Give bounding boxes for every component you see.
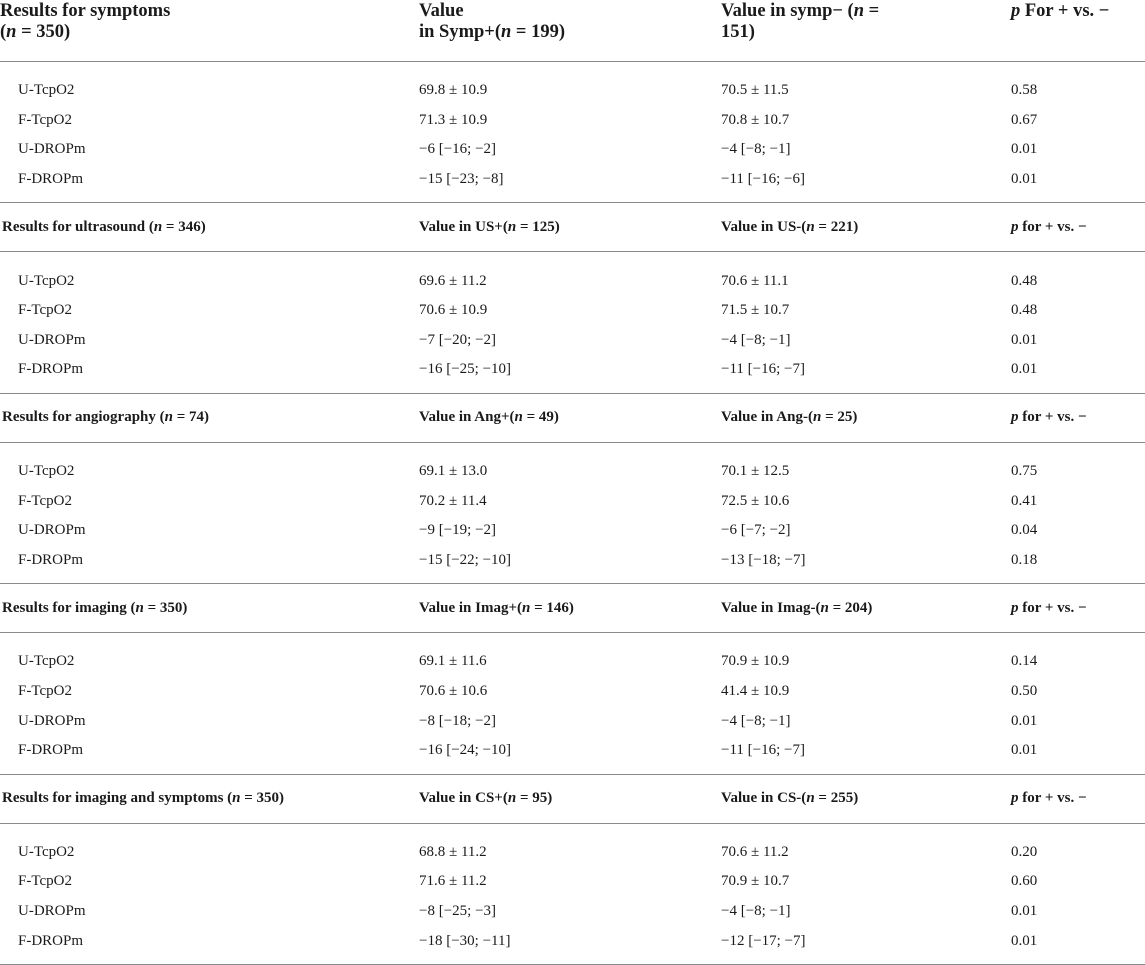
- row-label: U-TcpO2: [18, 463, 75, 480]
- p-value: 0.04: [1011, 522, 1038, 539]
- value-positive: 70.6 ± 10.6: [419, 683, 488, 700]
- value-negative: 70.5 ± 11.5: [721, 82, 789, 99]
- table-row: [0, 106, 1145, 136]
- value-positive: −16 [−24; −10]: [419, 742, 512, 759]
- row-label: U-TcpO2: [18, 272, 75, 289]
- value-negative: −6 [−7; −2]: [721, 522, 791, 539]
- p-value: 0.14: [1011, 653, 1038, 670]
- value-positive: 69.1 ± 13.0: [419, 463, 488, 480]
- value-negative: −13 [−18; −7]: [721, 551, 806, 568]
- value-positive: −18 [−30; −11]: [419, 932, 511, 949]
- row-label: F-TcpO2: [18, 873, 72, 890]
- table-row: [0, 546, 1145, 576]
- p-value: 0.01: [1011, 361, 1038, 378]
- value-positive: −15 [−23; −8]: [419, 171, 504, 188]
- value-positive: −8 [−18; −2]: [419, 712, 497, 729]
- value-negative: 70.1 ± 12.5: [721, 463, 790, 480]
- row-label: U-DROPm: [18, 712, 86, 729]
- value-positive: 70.2 ± 11.4: [419, 492, 487, 509]
- p-value: 0.01: [1011, 141, 1038, 158]
- row-label: U-DROPm: [18, 522, 86, 539]
- value-negative: −4 [−8; −1]: [721, 902, 791, 919]
- table-row: [0, 135, 1145, 165]
- value-positive: 71.6 ± 11.2: [419, 873, 487, 890]
- section-p-value-header: p for + vs. −: [1011, 203, 1145, 252]
- section-value-positive-header: Value in Ang+(n = 49): [419, 393, 721, 442]
- section-value-negative-header: Value in Imag-(n = 204): [721, 584, 1011, 633]
- section-title: Results for imaging (n = 350): [0, 584, 419, 633]
- p-value: 0.67: [1011, 111, 1038, 128]
- table-row: [0, 736, 1145, 766]
- row-label: F-DROPm: [18, 932, 84, 949]
- p-value: 0.41: [1011, 492, 1038, 509]
- value-negative: −11 [−16; −6]: [721, 171, 805, 188]
- value-negative: 72.5 ± 10.6: [721, 492, 790, 509]
- table-row: [0, 457, 1145, 487]
- section-value-negative-header: Value in US-(n = 221): [721, 203, 1011, 252]
- value-positive: −8 [−25; −3]: [419, 902, 497, 919]
- row-label: F-DROPm: [18, 742, 84, 759]
- row-label: U-TcpO2: [18, 843, 75, 860]
- row-label: F-TcpO2: [18, 683, 72, 700]
- row-label: F-TcpO2: [18, 111, 72, 128]
- table-row: [0, 706, 1145, 736]
- value-positive: 70.6 ± 10.9: [419, 302, 488, 319]
- section-value-negative-header: Value in Ang-(n = 25): [721, 393, 1011, 442]
- value-negative: 70.6 ± 11.2: [721, 843, 789, 860]
- p-value: 0.01: [1011, 902, 1038, 919]
- row-label: U-DROPm: [18, 141, 86, 158]
- table-row: [0, 486, 1145, 516]
- value-negative: −11 [−16; −7]: [721, 361, 805, 378]
- value-negative: 70.6 ± 11.1: [721, 272, 789, 289]
- p-value: 0.01: [1011, 742, 1038, 759]
- value-positive: 68.8 ± 11.2: [419, 843, 487, 860]
- section-value-positive-header: Value in US+(n = 125): [419, 203, 721, 252]
- section-header-row: [0, 393, 1145, 442]
- row-label: F-DROPm: [18, 551, 84, 568]
- section-title: Results for imaging and symptoms (n = 350): [0, 774, 419, 823]
- value-negative: 70.9 ± 10.7: [721, 873, 790, 890]
- table-row: [0, 926, 1145, 956]
- section-header-row: [0, 584, 1145, 633]
- table-row: [0, 296, 1145, 326]
- value-positive: −15 [−22; −10]: [419, 551, 512, 568]
- header-value-symp-plus: Value in Symp+(n = 199): [419, 0, 721, 62]
- p-value: 0.48: [1011, 272, 1038, 289]
- p-value: 0.18: [1011, 551, 1038, 568]
- row-label: U-DROPm: [18, 331, 86, 348]
- value-negative: −11 [−16; −7]: [721, 742, 805, 759]
- p-value: 0.58: [1011, 82, 1038, 99]
- table-row: [0, 677, 1145, 707]
- p-value: 0.48: [1011, 302, 1038, 319]
- table-row: [0, 266, 1145, 296]
- section-title: Results for angiography (n = 74): [0, 393, 419, 442]
- table-row: [0, 76, 1145, 106]
- value-positive: 71.3 ± 10.9: [419, 111, 488, 128]
- table-row: [0, 165, 1145, 195]
- section-value-positive-header: Value in CS+(n = 95): [419, 774, 721, 823]
- section-p-value-header: p for + vs. −: [1011, 393, 1145, 442]
- row-label: U-TcpO2: [18, 82, 75, 99]
- table-body: [0, 62, 1145, 965]
- row-label: F-DROPm: [18, 361, 84, 378]
- row-label: F-TcpO2: [18, 492, 72, 509]
- p-value: 0.60: [1011, 873, 1038, 890]
- value-negative: 41.4 ± 10.9: [721, 683, 790, 700]
- p-value: 0.01: [1011, 932, 1038, 949]
- value-negative: −4 [−8; −1]: [721, 712, 791, 729]
- p-value: 0.01: [1011, 712, 1038, 729]
- p-value: 0.01: [1011, 171, 1038, 188]
- section-value-negative-header: Value in CS-(n = 255): [721, 774, 1011, 823]
- value-positive: 69.6 ± 11.2: [419, 272, 487, 289]
- row-label: F-TcpO2: [18, 302, 72, 319]
- value-negative: 70.8 ± 10.7: [721, 111, 790, 128]
- value-positive: 69.8 ± 10.9: [419, 82, 488, 99]
- section-p-value-header: p for + vs. −: [1011, 774, 1145, 823]
- section-value-positive-header: Value in Imag+(n = 146): [419, 584, 721, 633]
- table-row: [0, 647, 1145, 677]
- value-positive: 69.1 ± 11.6: [419, 653, 487, 670]
- table-row: [0, 897, 1145, 927]
- row-label: U-DROPm: [18, 902, 86, 919]
- value-negative: 71.5 ± 10.7: [721, 302, 790, 319]
- section-p-value-header: p for + vs. −: [1011, 584, 1145, 633]
- table-row: [0, 355, 1145, 385]
- p-value: 0.50: [1011, 683, 1038, 700]
- table-row: [0, 326, 1145, 356]
- p-value: 0.01: [1011, 331, 1038, 348]
- header-results-for-symptoms: Results for symptoms (n = 350): [0, 0, 419, 62]
- value-positive: −6 [−16; −2]: [419, 141, 497, 158]
- header-value-symp-minus: Value in symp− (n = 151): [721, 0, 1011, 62]
- table-row: [0, 838, 1145, 868]
- value-positive: −7 [−20; −2]: [419, 331, 497, 348]
- header-p-value: p For + vs. −: [1011, 0, 1145, 62]
- section-header-row: [0, 774, 1145, 823]
- p-value: 0.20: [1011, 843, 1038, 860]
- value-negative: −4 [−8; −1]: [721, 331, 791, 348]
- section-title: Results for ultrasound (n = 346): [0, 203, 419, 252]
- value-negative: −12 [−17; −7]: [721, 932, 806, 949]
- row-label: U-TcpO2: [18, 653, 75, 670]
- p-value: 0.75: [1011, 463, 1038, 480]
- value-positive: −9 [−19; −2]: [419, 522, 497, 539]
- row-label: F-DROPm: [18, 171, 84, 188]
- table-row: [0, 867, 1145, 897]
- value-negative: 70.9 ± 10.9: [721, 653, 790, 670]
- value-negative: −4 [−8; −1]: [721, 141, 791, 158]
- value-positive: −16 [−25; −10]: [419, 361, 512, 378]
- section-header-row: [0, 203, 1145, 252]
- table-row: [0, 516, 1145, 546]
- table-header-row: [0, 0, 1145, 62]
